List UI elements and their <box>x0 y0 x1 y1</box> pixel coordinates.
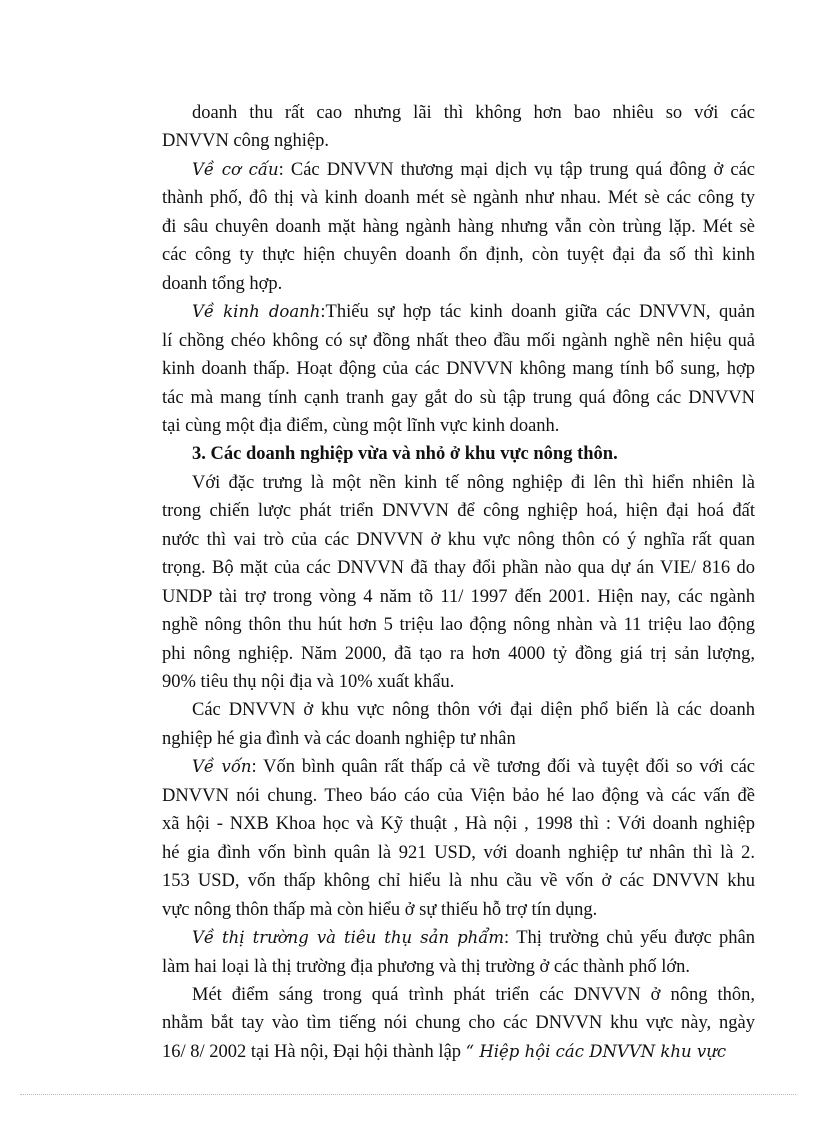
line-text: xã hội - NXB Khoa học và Kỹ thuật , Hà nội , 1998 thì : Với doanh nghiệp <box>162 814 755 835</box>
line-text: đi sâu chuyên doanh mặt hàng ngành hàng nhưng vẫn còn trùng lặp. Mét sè <box>162 216 755 237</box>
line-text: :Thiếu sự hợp tác kinh doanh giữa các DNVVN, quản <box>320 302 755 323</box>
line-text: doanh tổng hợp. <box>162 273 283 294</box>
line-text: nghề nông thôn thu hút hơn 5 triệu lao động nông nhàn và 11 triệu lao động <box>162 615 755 636</box>
line-text: kinh doanh thấp. Hoạt động của các DNVVN không mang tính bổ sung, hợp <box>162 359 755 380</box>
line-text: tác mà mang tính cạnh tranh gay gắt do sù tập trung quá đông các DNVVN <box>162 387 755 408</box>
text-line <box>162 471 755 495</box>
text-line <box>162 329 755 353</box>
line-text: 3. Các doanh nghiệp vừa và nhỏ ở khu vực nông thôn. <box>192 444 618 465</box>
italic-lead: Về vốn <box>192 757 252 777</box>
text-line <box>162 983 755 1007</box>
text-line <box>162 698 755 722</box>
text-line <box>162 841 755 865</box>
line-text: 153 USD, vốn thấp không chỉ hiểu là nhu cầu về vốn ở các DNVVN khu <box>162 871 755 892</box>
line-text: trong chiến lược phát triển DNVVN để công nghiệp hoá, hiện đại hoá đất <box>162 501 755 522</box>
line-text: Các DNVVN ở khu vực nông thôn với đại diện phổ biến là các doanh <box>192 700 755 721</box>
text-line <box>162 243 755 267</box>
line-text: : Các DNVVN thương mại dịch vụ tập trung quá đông ở các <box>278 159 755 180</box>
line-text: các công ty thực hiện chuyên doanh ổn định, còn tuyệt đại đa số thì kinh <box>162 245 755 266</box>
line-text: hé gia đình vốn bình quân là 921 USD, với doanh nghiệp tư nhân thì là 2. <box>162 842 755 863</box>
italic-lead: Về cơ cấu <box>192 159 279 179</box>
line-text: nghiệp hé gia đình và các doanh nghiệp tư nhân <box>162 728 516 749</box>
text-line <box>162 300 755 324</box>
line-text: lí chồng chéo không có sự đồng nhất theo đầu mối ngành nghề nên hiệu quả <box>162 330 755 351</box>
text-line <box>162 186 755 210</box>
line-text: vực nông thôn thấp mà còn hiểu ở sự thiếu hỗ trợ tín dụng. <box>162 899 598 920</box>
italic-lead: Về thị trường và tiêu thụ sản phẩm <box>192 928 505 948</box>
text-line <box>162 670 755 694</box>
italic-lead: “ Hiệp hội các DNVVN khu vực <box>465 1041 727 1061</box>
text-line <box>162 528 755 552</box>
page-bottom-rule <box>20 1094 796 1095</box>
text-line <box>162 101 755 125</box>
line-text: nhằm bắt tay vào tìm tiếng nói chung cho các DNVVN khu vực này, ngày <box>162 1013 755 1034</box>
line-text: tại cùng một địa điểm, cùng một lĩnh vực kinh doanh. <box>162 415 560 436</box>
line-text: phi nông nghiệp. Năm 2000, đã tạo ra hơn 4000 tỷ đồng giá trị sản lượng, <box>162 643 755 664</box>
text-line <box>162 158 755 182</box>
line-text: 16/ 8/ 2002 tại Hà nội, Đại hội thành lập <box>162 1041 466 1062</box>
line-text: doanh thu rất cao nhưng lãi thì không hơn bao nhiêu so với các <box>192 103 755 123</box>
text-line <box>162 869 755 893</box>
text-line <box>162 272 755 296</box>
text-line <box>162 926 755 950</box>
line-text: thành phố, đô thị và kinh doanh mét sè ngành như nhau. Mét sè các công ty <box>162 188 755 209</box>
line-text: làm hai loại là thị trường địa phương và thị trường ở các thành phố lớn. <box>162 956 691 977</box>
italic-lead: Về kinh doanh <box>192 302 321 322</box>
text-line <box>162 812 755 836</box>
line-text: Mét điểm sáng trong quá trình phát triển các DNVVN ở nông thôn, <box>192 984 755 1005</box>
line-text: : Thị trường chủ yếu được phân <box>504 928 755 949</box>
text-line <box>162 1011 755 1035</box>
text-line <box>162 414 755 438</box>
text-line <box>162 898 755 922</box>
line-text: DNVVN nói chung. Theo báo cáo của Viện bảo hé lao động và các vấn đề <box>162 785 755 806</box>
line-text: UNDP tài trợ trong vòng 4 năm tõ 11/ 1997 đến 2001. Hiện nay, các ngành <box>162 586 755 607</box>
text-line <box>162 755 755 779</box>
text-line <box>162 129 755 153</box>
text-line <box>162 613 755 637</box>
text-line <box>162 357 755 381</box>
text-line <box>162 556 755 580</box>
line-text: DNVVN công nghiệp. <box>162 131 329 152</box>
line-text: : Vốn bình quân rất thấp cả về tương đối và tuyệt đối so với các <box>251 757 755 778</box>
line-text: 90% tiêu thụ nội địa và 10% xuất khẩu. <box>162 672 455 692</box>
text-line <box>162 585 755 609</box>
text-line <box>162 642 755 666</box>
section-heading <box>162 442 755 466</box>
text-line <box>162 1040 755 1064</box>
line-text: nước thì vai trò của các DNVVN ở khu vực nông thôn có ý nghĩa rất quan <box>162 529 755 550</box>
line-text: Với đặc trưng là một nền kinh tế nông nghiệp đi lên thì hiển nhiên là <box>192 472 755 493</box>
text-line <box>162 727 755 751</box>
text-line <box>162 784 755 808</box>
text-line <box>162 215 755 239</box>
text-line <box>162 955 755 979</box>
text-line <box>162 386 755 410</box>
line-text: trọng. Bộ mặt của các DNVVN đã thay đổi phần nào qua dự án VIE/ 816 do <box>162 558 755 579</box>
text-line <box>162 499 755 523</box>
